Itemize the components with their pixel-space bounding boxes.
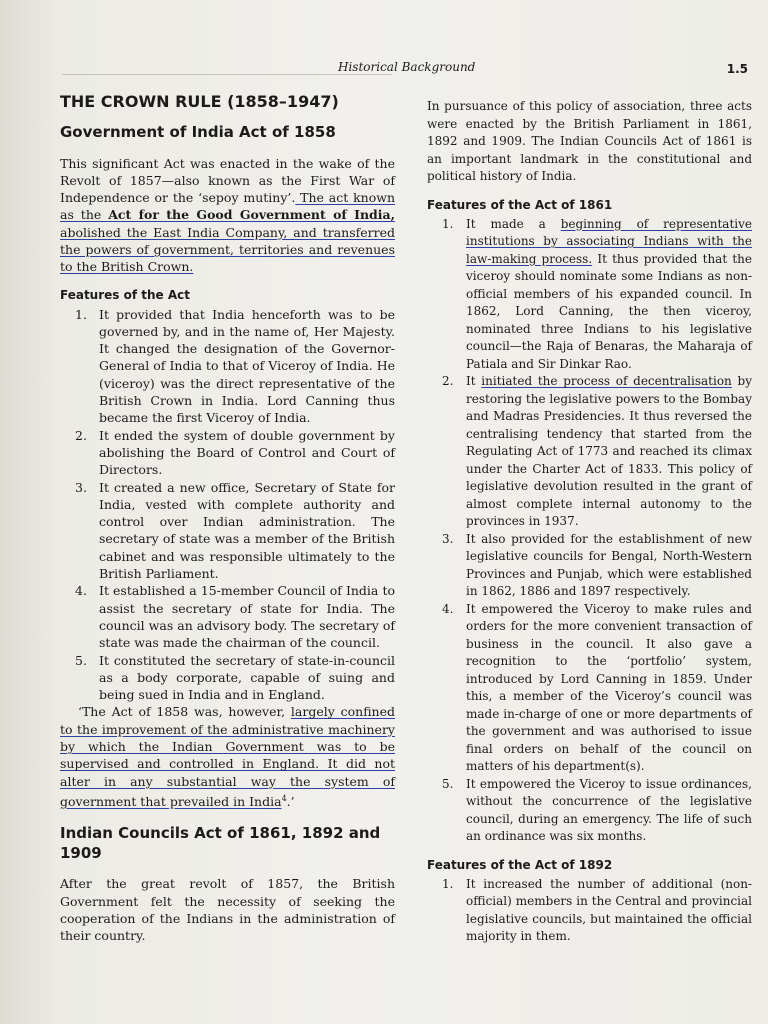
list-item (427, 876, 752, 946)
councils-heading: Indian Councils Act of 1861, 1892 and 1909 (60, 824, 381, 862)
item-text: It empowered the Viceroy to make rules and orders for the more convenient transaction of business in the council. It also gave a recognition to the ‘portfolio’ system, introduced by Lord Canning in 1859. Under this, a member of the Viceroy’s council was made in-charge of one or more departments of the government and was authorised to issue final orders on behalf of the council on matters of his department(s). (466, 601, 752, 773)
item-number: 4. (75, 583, 87, 599)
act-1858-intro (60, 155, 395, 276)
item-text: It empowered the Viceroy to issue ordinances, without the concurrence of the legislative council, during an emergency. The life of such an ordinance was six months. (466, 776, 752, 843)
item-number: 3. (75, 479, 87, 495)
item-underlined: initiated the process of decentralisation (481, 374, 732, 388)
item-text: It (466, 374, 482, 388)
quote-paragraph (60, 703, 395, 810)
list-item (427, 776, 752, 846)
features-1892-heading: Features of the Act of 1892 (427, 857, 613, 872)
item-text-cont: It thus provided that the viceroy should nominate some Indians as non-official members of his expanded council. In 1862, Lord Canning, the then viceroy, nominated three Indians to his legislative council—the Raja of Benaras, the Maharaja of Patiala and Sir Dinkar Rao. (466, 251, 752, 371)
item-text: It created a new office, Secretary of State for India, vested with complete authority and control over Indian administration. The secretary of state was a member of the British cabinet and was responsible ultimately to the British Parliament. (99, 479, 395, 582)
councils-intro: After the great revolt of 1857, the British Government felt the necessity of seeking the cooperation of the Indians in the administration of their country. (60, 876, 395, 944)
quote-end: .’ (286, 794, 295, 810)
features-heading: Features of the Act (60, 287, 190, 302)
item-underlined: beginning of representative institutions by associating Indians with the law-making process. (466, 216, 752, 266)
item-number: 2. (442, 374, 454, 388)
header-rule (62, 74, 392, 75)
right-column (427, 98, 752, 946)
item-text: It increased the number of additional (non-official) members in the Central and provincial legislative councils, but maintained the official majority in them. (466, 876, 752, 943)
item-number: 1. (442, 216, 454, 231)
item-number: 4. (442, 601, 454, 616)
list-item (427, 216, 752, 374)
councils-intro-cont: In pursuance of this policy of association, three acts were enacted by the British Parliament in 1861, 1892 and 1909. The Indian Councils Act of 1861 is an important landmark in the constitutional and political history of India. (427, 99, 752, 183)
item-text: It also provided for the establishment of new legislative councils for Bengal, North-Western Provinces and Punjab, which were established in 1862, 1886 and 1897 respectively. (466, 531, 752, 598)
page-header (60, 60, 748, 80)
features-1861-list (427, 216, 752, 846)
list-item (60, 652, 395, 704)
list-item (60, 582, 395, 651)
item-text: It provided that India henceforth was to be governed by, and in the name of, Her Majesty. It changed the designation of the Governor-General of India to that of Viceroy of India. He (viceroy) was the direct representative of the British Crown in India. Lord Canning thus became the first Viceroy of India. (99, 306, 395, 426)
running-head: Historical Background (338, 60, 476, 74)
footnote-ref: 4 (281, 793, 287, 803)
item-text: It constituted the secretary of state-in-council as a body corporate, capable of suing and being sued in India and in England. (99, 652, 395, 703)
left-column (60, 92, 395, 945)
page-number: 1.5 (726, 62, 748, 76)
list-item (60, 427, 395, 479)
item-text: It established a 15-member Council of India to assist the secretary of state for India. The council was an advisory body. The secretary of state was made the chairman of the council. (99, 583, 395, 651)
item-number: 2. (75, 427, 87, 443)
quote-underlined: largely confined to the improvement of the administrative machinery by which the Indian Government was to be supervised and controlled in England. It did not alter in any substantial way the system of government that prevailed in India (60, 704, 395, 810)
list-item (427, 373, 752, 531)
item-number: 1. (442, 876, 454, 891)
item-text: It made a (466, 216, 561, 231)
intro-text: This significant Act was enacted in the wake of the Revolt of 1857—also known as the First War of Independence or the ‘sepoy mutiny’. (60, 155, 395, 206)
item-number: 5. (442, 776, 454, 791)
features-list (60, 306, 395, 704)
intro-underlined-2: abolished the East India Company, and transferred the powers of government, territories and revenues to the British Crown. (60, 224, 395, 275)
item-text: It ended the system of double government by abolishing the Board of Control and Court of Directors. (99, 427, 395, 478)
item-number: 3. (442, 531, 454, 546)
list-item (60, 306, 395, 427)
section-title: THE CROWN RULE (1858–1947) (60, 92, 339, 111)
act-1858-heading: Government of India Act of 1858 (60, 123, 336, 141)
list-item (427, 601, 752, 776)
features-1861-heading: Features of the Act of 1861 (427, 197, 613, 212)
item-text-cont: by restoring the legislative powers to the Bombay and Madras Presidencies. It thus reversed the centralising tendency that started from the Regulating Act of 1773 and reached its climax under the Charter Act of 1833. This policy of legislative devolution resulted in the grant of almost complete internal autonomy to the provinces in 1937. (466, 374, 752, 528)
item-number: 5. (75, 652, 87, 668)
intro-underlined-1: The act known as the (60, 190, 395, 223)
item-number: 1. (75, 306, 87, 322)
list-item (427, 531, 752, 601)
act-name: Act for the Good Government of India, (108, 207, 395, 223)
features-1892-list (427, 876, 752, 946)
quote-text: ‘The Act of 1858 was, however, (78, 704, 291, 720)
list-item (60, 479, 395, 583)
